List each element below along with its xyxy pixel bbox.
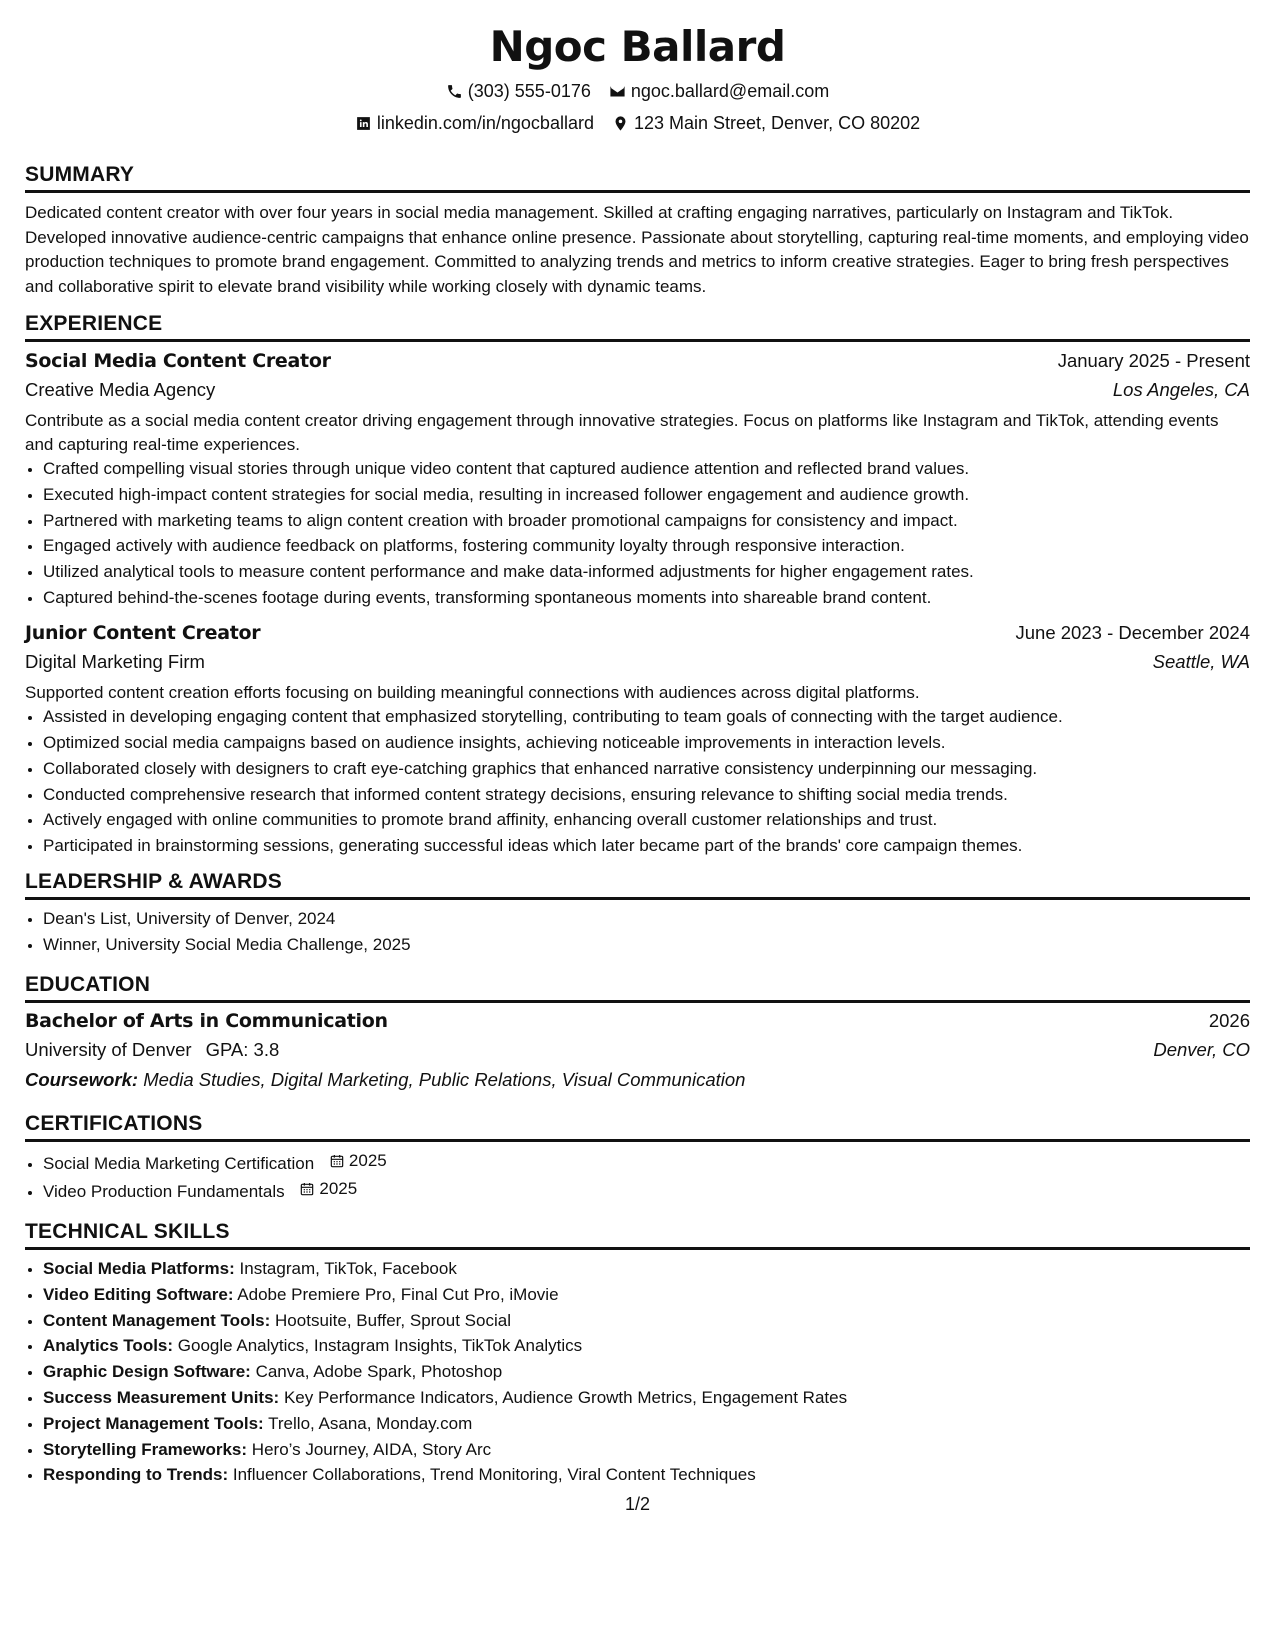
- linkedin-icon: [355, 115, 372, 132]
- skill-value: Instagram, TikTok, Facebook: [239, 1259, 457, 1279]
- list-item: • Captured behind-the-scenes footage during events, transforming spontaneous moments into shareable brand content.: [43, 585, 1250, 611]
- skill-label: Storytelling Frameworks:: [43, 1439, 248, 1459]
- section-title-leadership: LEADERSHIP & AWARDS: [25, 869, 1250, 900]
- list-item: • Winner, University Social Media Challenge, 2025: [43, 932, 1250, 958]
- coursework-line: [25, 1065, 1250, 1095]
- skill-label: Graphic Design Software:: [43, 1362, 251, 1382]
- skill-value: Canva, Adobe Spark, Photoshop: [255, 1362, 503, 1382]
- cert-date: [329, 1148, 387, 1174]
- education-section: [25, 972, 1250, 1095]
- skill-label: Content Management Tools:: [43, 1310, 271, 1330]
- cert-name: Social Media Marketing Certification: [43, 1153, 315, 1173]
- job-description: Supported content creation efforts focusing on building meaningful connections with audiences across digital platforms.: [25, 682, 920, 702]
- cert-name: Video Production Fundamentals: [43, 1182, 285, 1202]
- degree: Bachelor of Arts in Communication: [25, 1009, 388, 1032]
- list-item: [43, 1359, 1250, 1385]
- skills-list: [25, 1256, 1250, 1488]
- job-company: Creative Media Agency: [25, 379, 216, 400]
- leadership-list: [25, 906, 1250, 958]
- skill-value: Hootsuite, Buffer, Sprout Social: [275, 1310, 511, 1330]
- skill-label: Social Media Platforms:: [43, 1259, 235, 1279]
- email-contact[interactable]: [609, 80, 829, 102]
- summary-section: [25, 162, 1250, 299]
- list-item: [43, 1462, 1250, 1488]
- leadership-body: [25, 900, 1250, 958]
- experience-section: [25, 311, 1250, 859]
- list-item: [43, 1256, 1250, 1282]
- candidate-name: Ngoc Ballard: [489, 22, 786, 71]
- job-location: Seattle, WA: [1152, 650, 1250, 672]
- list-item: [43, 1176, 1250, 1205]
- job-bullets: [25, 456, 1250, 611]
- school-location: Denver, CO: [1153, 1038, 1250, 1060]
- skill-value: Hero’s Journey, AIDA, Story Arc: [251, 1439, 492, 1459]
- summary-body: [25, 193, 1250, 299]
- skills-body: [25, 1250, 1250, 1488]
- gpa: GPA: 3.8: [205, 1038, 280, 1060]
- page-number: 1/2: [624, 1494, 651, 1514]
- experience-body: [25, 342, 1250, 859]
- phone-icon: [446, 83, 463, 100]
- edu-header-row: [25, 1007, 1250, 1035]
- phone-text: (303) 555-0176: [467, 81, 591, 101]
- cert-year-text: 2025: [319, 1179, 358, 1199]
- section-title-experience: EXPERIENCE: [25, 311, 1250, 342]
- phone-contact: [446, 80, 591, 102]
- certifications-body: [25, 1142, 1250, 1205]
- job-location: Los Angeles, CA: [1112, 379, 1250, 400]
- envelope-icon: [609, 83, 626, 100]
- job-entry: [25, 619, 1250, 859]
- contact-line-2: [25, 112, 1250, 134]
- list-item: • Utilized analytical tools to measure content performance and make data-informed adjustments for higher engagement rates.: [43, 559, 1250, 585]
- list-item: • Optimized social media campaigns based on audience insights, achieving noticeable improvements in interaction levels.: [43, 730, 1250, 756]
- job-entry: [25, 347, 1250, 611]
- coursework-text: Media Studies, Digital Marketing, Public Relations, Visual Communication: [143, 1068, 746, 1090]
- list-item: [43, 1282, 1250, 1308]
- section-title-summary: SUMMARY: [25, 162, 1250, 193]
- list-item: • Engaged actively with audience feedback on platforms, fostering community loyalty through responsive interaction.: [43, 533, 1250, 559]
- skill-value: Google Analytics, Instagram Insights, TikTok Analytics: [177, 1336, 583, 1356]
- calendar-icon: [299, 1181, 315, 1197]
- resume-header: [25, 22, 1250, 134]
- section-title-skills: TECHNICAL SKILLS: [25, 1219, 1250, 1250]
- list-item: • Participated in brainstorming sessions, generating successful ideas which later became part of the brands' core campaign themes.: [43, 833, 1250, 859]
- school-name: University of Denver: [25, 1038, 192, 1060]
- job-title: Junior Content Creator: [25, 621, 261, 644]
- resume-page: [25, 22, 1250, 1488]
- job-dates: January 2025 - Present: [1057, 350, 1250, 371]
- list-item: • Actively engaged with online communities to promote brand affinity, enhancing overall customer relationships and trust.: [43, 807, 1250, 833]
- school-line: [25, 1035, 279, 1065]
- edu-school-row: [25, 1035, 1250, 1065]
- education-body: [25, 1003, 1250, 1095]
- job-description: Contribute as a social media content creator driving engagement through innovative strategies. Focus on platforms like Instagram and TikTok, attending events and capturing real-time experiences.: [25, 411, 1219, 454]
- job-header-row: [25, 347, 1250, 375]
- certifications-section: [25, 1111, 1250, 1205]
- cert-year-text: 2025: [348, 1150, 387, 1170]
- email-text: ngoc.ballard@email.com: [630, 81, 830, 101]
- job-company-row: [25, 647, 1250, 677]
- list-item: [43, 1148, 1250, 1177]
- list-item: [43, 1411, 1250, 1437]
- calendar-icon: [329, 1153, 345, 1169]
- map-pin-icon: [612, 115, 629, 132]
- skill-label: Project Management Tools:: [43, 1413, 264, 1433]
- list-item: • Partnered with marketing teams to align content creation with broader promotional campaigns for consistency and impact.: [43, 508, 1250, 534]
- leadership-section: [25, 869, 1250, 958]
- skill-label: Success Measurement Units:: [43, 1388, 280, 1408]
- list-item: [43, 1437, 1250, 1463]
- list-item: • Conducted comprehensive research that informed content strategy decisions, ensuring relevance to shifting social media trends.: [43, 782, 1250, 808]
- skill-value: Influencer Collaborations, Trend Monitoring, Viral Content Techniques: [232, 1465, 756, 1485]
- list-item: • Crafted compelling visual stories through unique video content that captured audience attention and reflected brand values.: [43, 456, 1250, 482]
- list-item: • Assisted in developing engaging content that emphasized storytelling, contributing to team goals of connecting with the target audience.: [43, 704, 1250, 730]
- section-title-certifications: CERTIFICATIONS: [25, 1111, 1250, 1142]
- contact-line-1: [25, 80, 1250, 102]
- cert-date: [299, 1176, 357, 1202]
- skill-label: Video Editing Software:: [43, 1284, 234, 1304]
- job-company-row: [25, 375, 1250, 405]
- list-item: • Dean's List, University of Denver, 2024: [43, 906, 1250, 932]
- skill-value: Key Performance Indicators, Audience Growth Metrics, Engagement Rates: [283, 1388, 848, 1408]
- certifications-list: [25, 1148, 1250, 1205]
- linkedin-text: linkedin.com/in/ngocballard: [376, 113, 594, 133]
- coursework-label: Coursework:: [25, 1068, 139, 1090]
- list-item: • Executed high-impact content strategies for social media, resulting in increased follower engagement and audience growth.: [43, 482, 1250, 508]
- graduation-year: 2026: [1208, 1009, 1250, 1031]
- address-text: 123 Main Street, Denver, CO 80202: [633, 113, 921, 133]
- skill-value: Trello, Asana, Monday.com: [268, 1413, 473, 1433]
- job-company: Digital Marketing Firm: [25, 650, 205, 672]
- job-bullets: [25, 704, 1250, 859]
- list-item: [43, 1385, 1250, 1411]
- job-title: Social Media Content Creator: [25, 350, 331, 372]
- skills-section: [25, 1219, 1250, 1488]
- linkedin-contact[interactable]: [355, 112, 594, 134]
- summary-text: Dedicated content creator with over four years in social media management. Skilled at crafting engaging narratives, particularly on Instagram and TikTok. Developed innovative audience-centric campaigns that enhance online presence. Passionate about storytelling, capturing real-time moments, and employing video production techniques to promote brand engagement. Committed to analyzing trends and metrics to inform creative strategies. Eager to bring fresh perspectives and collaborative spirit to elevate brand visibility while working closely with dynamic teams.: [25, 203, 1249, 296]
- list-item: [43, 1308, 1250, 1334]
- skill-label: Analytics Tools:: [43, 1336, 174, 1356]
- list-item: [43, 1333, 1250, 1359]
- skill-label: Responding to Trends:: [43, 1465, 229, 1485]
- list-item: • Collaborated closely with designers to craft eye-catching graphics that enhanced narrative consistency underpinning our messaging.: [43, 756, 1250, 782]
- address-contact: [612, 112, 920, 134]
- job-header-row: [25, 619, 1250, 647]
- job-dates: June 2023 - December 2024: [1015, 621, 1250, 643]
- skill-value: Adobe Premiere Pro, Final Cut Pro, iMovie: [237, 1284, 559, 1304]
- section-title-education: EDUCATION: [25, 972, 1250, 1003]
